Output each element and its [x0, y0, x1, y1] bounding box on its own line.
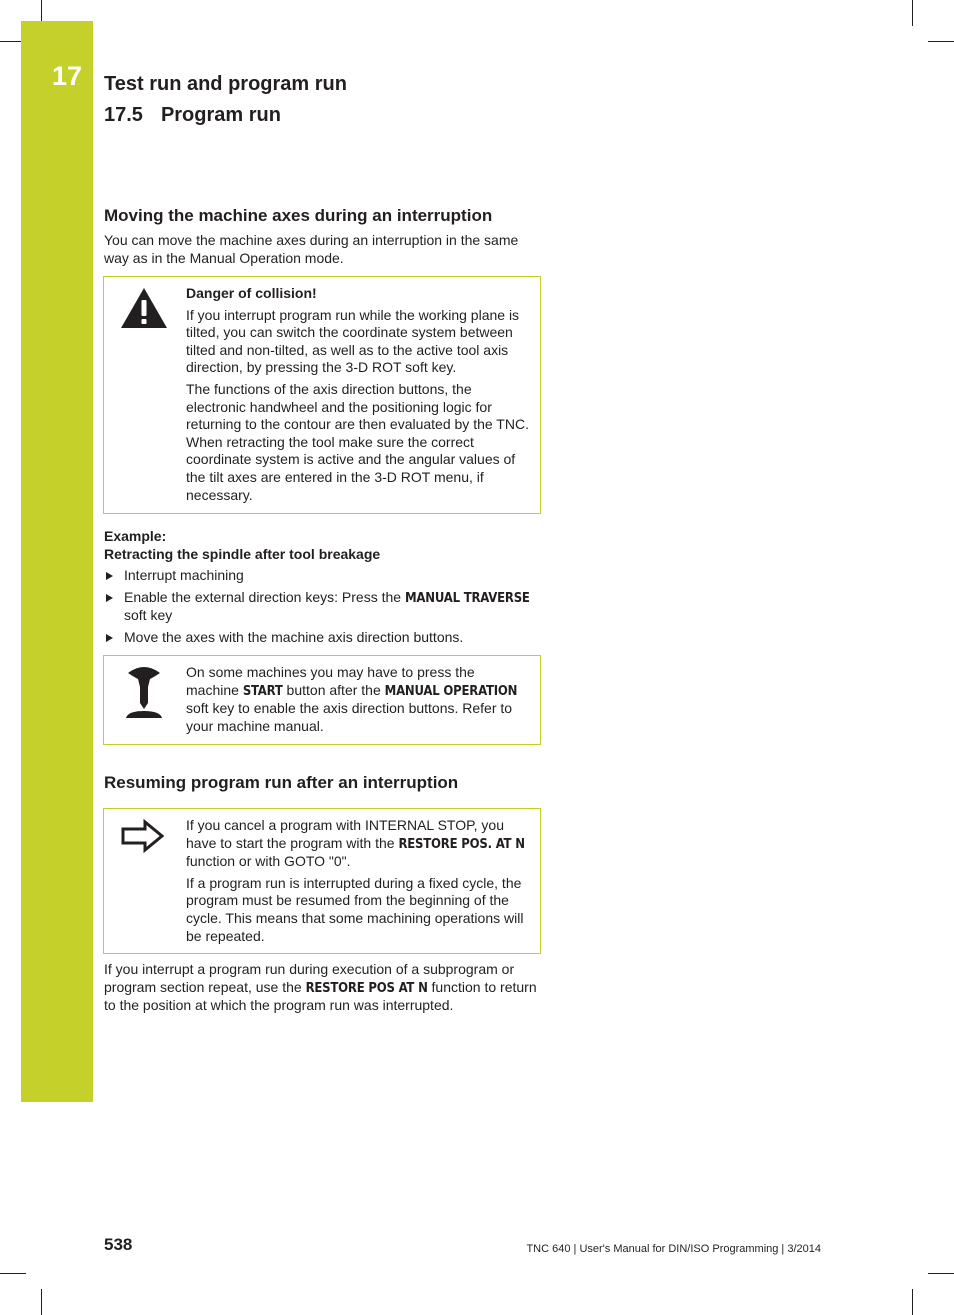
chapter-sidebar — [21, 21, 93, 1102]
bullet-arrow-icon — [106, 594, 113, 602]
step-text: Interrupt machining — [124, 567, 244, 584]
crop-mark — [0, 1273, 26, 1274]
warning-para-2: The functions of the axis direction buttons, the electronic handwheel and the positioning logic for returning to the contour are then evaluated by the TNC. When retracting the tool make sure the correct coordinate system is active and the angular values of the tilt axes are entered in the 3-D ROT menu, if necessary. — [186, 380, 529, 503]
note-text — [186, 809, 541, 945]
section-heading: Resuming program run after an interruption — [104, 773, 459, 792]
section-name: Program run — [160, 104, 281, 126]
step-item — [104, 589, 543, 625]
softkey-label: MANUAL TRAVERSE — [404, 590, 530, 606]
bullet-arrow-icon — [106, 634, 113, 642]
section-resuming — [104, 773, 543, 793]
step-text: Move the axes with the machine axis direction buttons. — [124, 628, 464, 645]
note-para-1: If you cancel a program with INTERNAL STOP, you have to start the program with the RESTORE POS. AT N function or with GOTO "0". — [186, 817, 525, 870]
machine-note-text — [186, 656, 541, 735]
step-text: Enable the external direction keys: Press the — [124, 588, 405, 605]
example-title: Retracting the spindle after tool breakage — [104, 545, 381, 562]
machine-tool-icon — [124, 665, 164, 721]
example-label: Example: — [104, 528, 167, 544]
crop-mark — [41, 1289, 42, 1315]
machine-icon-cell — [104, 656, 186, 744]
section-intro: You can move the machine axes during an interruption in the same way as in the Manual Operation mode. — [104, 232, 519, 266]
step-item — [104, 567, 543, 585]
bullet-arrow-icon — [106, 572, 113, 580]
machine-note-box — [103, 655, 541, 745]
section-title — [104, 104, 281, 127]
info-note-box — [103, 808, 541, 954]
chapter-title: Test run and program run — [104, 73, 347, 95]
section-number: 17.5 — [104, 104, 143, 126]
warning-title: Danger of collision! — [186, 285, 317, 301]
closing-section — [104, 961, 543, 1015]
example-section — [104, 528, 543, 651]
step-text: soft key — [124, 607, 173, 624]
crop-mark — [912, 1289, 913, 1315]
section-heading: Moving the machine axes during an interruption — [104, 206, 493, 225]
example-steps — [104, 567, 543, 646]
warning-triangle-icon — [119, 286, 169, 330]
warning-text — [186, 277, 541, 504]
crop-mark — [928, 41, 954, 42]
chapter-number: 17 — [52, 61, 83, 91]
page-number: 538 — [104, 1235, 133, 1254]
section-moving-axes — [104, 206, 543, 267]
crop-mark — [928, 1273, 954, 1274]
closing-para: If you interrupt a program run during execution of a subprogram or program section repeat, use the RESTORE POS AT N function to return to the position at which the program run was interrupted. — [104, 961, 537, 1014]
crop-mark — [912, 0, 913, 26]
warning-para-1: If you interrupt program run while the working plane is tilted, you can switch the coordinate system between tilted and non-tilted, as well as to the active tool axis direction, by pressing the 3-D ROT soft key. — [186, 306, 520, 376]
machine-note-para: On some machines you may have to press the machine START button after the MANUAL OPERATION soft key to enable the axis direction buttons. Refer to your machine manual. — [186, 664, 518, 734]
warning-icon-cell — [104, 277, 186, 513]
arrow-right-icon — [121, 819, 165, 853]
note-para-2: If a program run is interrupted during a fixed cycle, the program must be resumed from the beginning of the cycle. This means that some machining operations will be repeated. — [186, 874, 524, 944]
warning-box — [103, 276, 541, 514]
note-icon-cell — [104, 809, 186, 953]
step-item — [104, 629, 543, 647]
document-reference: TNC 640 | User's Manual for DIN/ISO Programming | 3/2014 — [526, 1243, 821, 1255]
